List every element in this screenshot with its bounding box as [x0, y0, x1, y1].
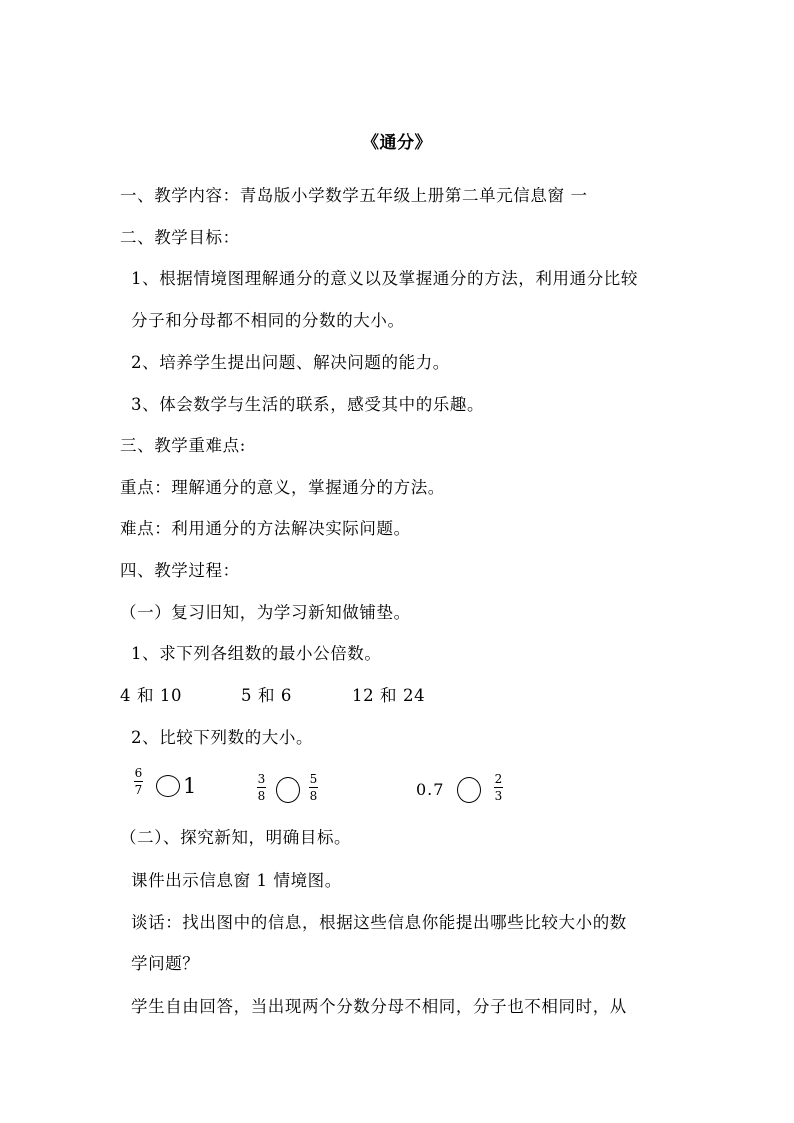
student-answer: 学生自由回答，当出现两个分数分母不相同，分子也不相同时，从 [131, 997, 627, 1016]
lcm-pair-3: 12 和 24 [352, 686, 426, 705]
fraction-denominator: 3 [494, 789, 503, 803]
section-process-heading: 四、教学过程： [120, 561, 240, 580]
fraction-numerator: 5 [309, 772, 318, 786]
section-goals-heading: 二、教学目标： [120, 228, 240, 247]
step-1-task-1: 1、求下列各组数的最小公倍数。 [131, 644, 382, 663]
section-key-points-heading: 三、教学重难点: [120, 436, 246, 455]
fraction-two-thirds [494, 773, 503, 803]
step-1-task-2: 2、比较下列数的大小。 [131, 728, 314, 747]
fraction-numerator: 6 [134, 766, 143, 780]
goal-1-cont: 分子和分母都不相同的分数的大小。 [131, 311, 405, 330]
decimal-zero-point-seven: 0.7 [416, 780, 445, 799]
courseware-note: 课件出示信息窗 1 情境图。 [131, 871, 342, 890]
step-2-heading: （二）、探究新知，明确目标。 [120, 828, 352, 847]
fraction-three-eighths [257, 773, 266, 803]
compare-circle-3[interactable] [457, 777, 481, 803]
number-one: 1 [183, 774, 197, 798]
section-content: 一、教学内容：青岛版小学数学五年级上册第二单元信息窗 一 [120, 186, 588, 205]
dialogue-cont: 学问题？ [131, 954, 200, 973]
dialogue: 谈话：找出图中的信息，根据这些信息你能提出哪些比较大小的数 [131, 913, 627, 932]
compare-circle-2[interactable] [276, 777, 300, 803]
compare-circle-1[interactable] [156, 775, 180, 797]
goal-3: 3、体会数学与生活的联系，感受其中的乐趣。 [131, 395, 485, 414]
fraction-six-sevenths [134, 767, 143, 797]
fraction-numerator: 2 [494, 772, 503, 786]
lcm-pair-2: 5 和 6 [241, 686, 292, 705]
fraction-numerator: 3 [257, 772, 266, 786]
doc-title: 《通分》 [362, 133, 432, 153]
goal-2: 2、培养学生提出问题、解决问题的能力。 [131, 353, 450, 372]
fraction-bar [134, 781, 143, 782]
fraction-bar [257, 787, 266, 788]
difficult-point: 难点：利用通分的方法解决实际问题。 [120, 519, 411, 538]
fraction-denominator: 8 [257, 789, 266, 803]
key-point: 重点：理解通分的意义，掌握通分的方法。 [120, 478, 445, 497]
fraction-denominator: 8 [309, 789, 318, 803]
step-1-heading: （一）复习旧知，为学习新知做铺垫。 [120, 603, 411, 622]
fraction-bar [494, 787, 503, 788]
fraction-five-eighths [309, 773, 318, 803]
fraction-bar [309, 787, 318, 788]
fraction-denominator: 7 [134, 783, 143, 797]
goal-1: 1、根据情境图理解通分的意义以及掌握通分的方法，利用通分比较 [131, 269, 638, 288]
lcm-pair-1: 4 和 10 [120, 686, 183, 705]
